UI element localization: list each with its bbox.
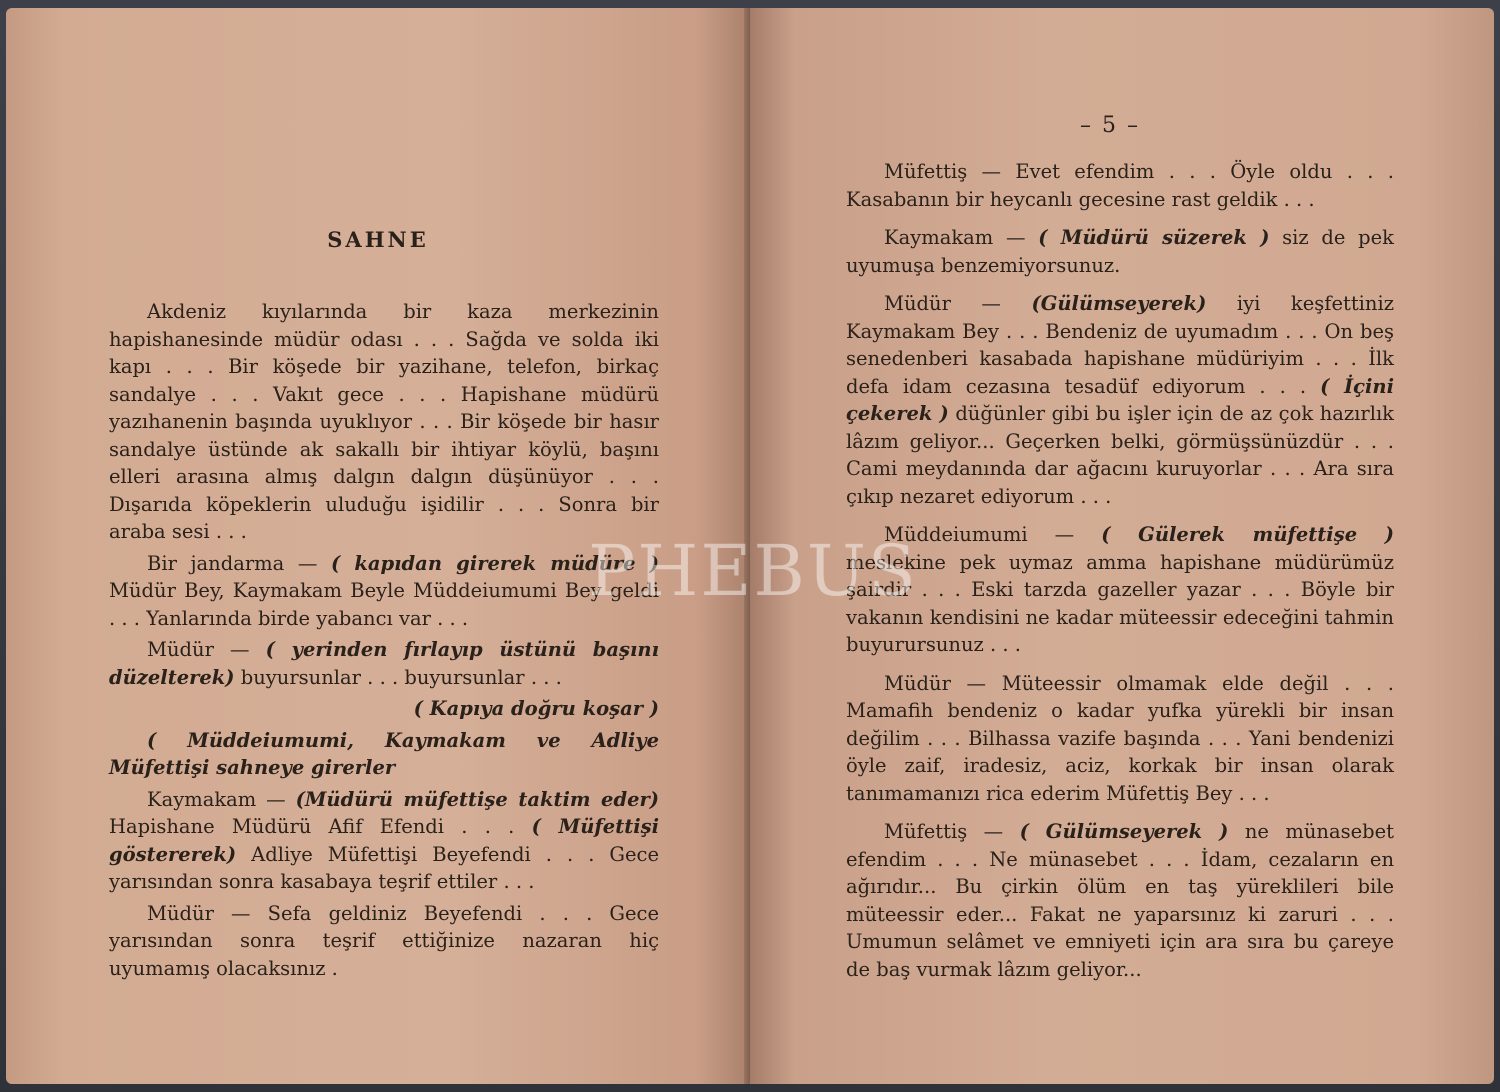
line: Müdür Bey, Kaymakam Beyle Müddeiumumi Bey geldi . . . Yanlarında birde yabancı var . . . — [109, 579, 659, 630]
stage-direction: ( yerinden fırlayıp üstünü başını düzelterek) — [109, 638, 660, 689]
dialogue-mufettis: Müfettiş — Evet efendim . . . Öyle oldu . . . Kasabanın bir heycanlı gecesine rast geldik . . . — [846, 160, 1394, 211]
line: buyursunlar . . . buyursunlar . . . — [240, 665, 562, 689]
dialogue-kaymakam — [846, 224, 1394, 279]
stage-direction: (Müdürü müfettişe taktim eder) — [295, 787, 659, 811]
line: Hapishane Müdürü Afif Efendi . . . — [109, 815, 515, 838]
dialogue-mudur — [109, 636, 659, 691]
stage-direction: ( kapıdan girerek müdüre ) — [330, 551, 659, 575]
stage-direction: ( Müddeiumumi, Kaymakam ve Adliye Müfettişi sahneye girerler — [109, 728, 659, 779]
line: düğünler gibi bu işler için de az çok hazırlık lâzım geliyor... Geçerken belki, görmüşsünüzdür . . . Cami meydanında dar ağacını kuruyorlar . . . Ara sıra çıkıp nezaret ediyorum . . . — [846, 402, 1394, 508]
left-page — [6, 8, 750, 1084]
line: Adliye Müfettişi Beyefendi . . . Gece yarısından sonra kasabaya teşrif ettiler . . . — [109, 842, 659, 893]
dialogue-mufettis-2 — [846, 818, 1394, 983]
speaker: Bir jandarma — — [147, 551, 318, 575]
right-page — [750, 8, 1494, 1084]
left-page-text — [109, 298, 659, 986]
stage-direction: ( Gülümseyerek ) — [1019, 820, 1229, 843]
dialogue-kaymakam — [109, 786, 659, 896]
stage-direction: ( Müdürü süzerek ) — [1038, 226, 1270, 249]
dialogue-muddeiumumi — [846, 521, 1394, 659]
page-number: – 5 – — [1080, 113, 1140, 138]
line: meslekine pek uymaz amma hapishane müdürümüz şairdir . . . Eski tarzda gazeller yazar . . . Böyle bir vakanın kendisini ne kadar müteessir edeceğini tahmin buyurursunuz . . . — [846, 550, 1394, 656]
line: iyi keşfettiniz Kaymakam Bey . . . Bendeniz de uyumadım . . . On beş senedenberi kasabada hapishane müdüriyim . . . İlk defa idam cezasına tesadüf ediyorum . . . — [846, 292, 1394, 398]
dialogue-mudur — [846, 290, 1394, 510]
speaker: Kaymakam — — [884, 226, 1026, 249]
stage-direction-entrance — [109, 727, 659, 782]
stage-direction: ( Kapıya doğru koşar ) — [413, 697, 659, 720]
speaker: Müfettiş — — [884, 820, 1004, 843]
stage-description: Akdeniz kıyılarında bir kaza merkezinin hapishanesinde müdür odası . . . Sağda ve solda iki kapı . . . Bir köşede bir yazihane, telefon, birkaç sandalye . . . Vakıt gece . . . Hapishane müdürü yazıhanenin başında uyuklıyor . . . Bir köşede bir hasır sandalye üstünde ak sakallı bir ihtiyar köylü, başını elleri arasına almış dalgın dalgın düşünüyor . . . Dışarıda köpeklerin uluduğu işidilir . . . Sonra bir araba sesi . . . — [109, 300, 659, 543]
dialogue-jandarma — [109, 550, 659, 633]
watermark: PHEBUS — [588, 530, 918, 612]
stage-direction-line — [109, 695, 659, 723]
line: siz de pek uyumuşa benzemiyorsunuz. — [846, 226, 1394, 277]
speaker: Müdür — — [884, 292, 1001, 315]
stage-direction: ( İçini çekerek ) — [846, 374, 1394, 425]
speaker: Müddeiumumi — — [884, 523, 1075, 546]
scene-heading: SAHNE — [327, 227, 429, 252]
speaker: Kaymakam — — [147, 787, 286, 811]
stage-direction: (Gülümseyerek) — [1031, 292, 1207, 315]
stage-direction: ( Gülerek müfettişe ) — [1101, 523, 1394, 546]
stage-direction: ( Müfettişi göstererek) — [109, 815, 660, 866]
speaker: Müdür — — [147, 638, 250, 661]
dialogue-mudur-2: Müdür — Sefa geldiniz Beyefendi . . . Gece yarısından sonra teşrif ettiğinize nazaran hiç uyumamış olacaksınız . — [109, 901, 659, 980]
line: ne münasebet efendim . . . Ne münasebet . . . İdam, cezaların en ağırıdır... Bu çirkin ölüm en taş yüreklileri bile müteessir eder... Fakat ne yaparsınız ki zaruri . . . Umumun selâmet ve emniyeti için ara sıra bu çareye de baş vurmak lâzım geliyor... — [846, 820, 1395, 981]
right-page-text — [846, 158, 1394, 994]
dialogue-mudur-2: Müdür — Müteessir olmamak elde değil . . . Mamafih bendeniz o kadar yufka yürekli bir insan değilim . . . Bilhassa vazife başında . . . Yani bendenizi öyle zaif, iradesiz, aciz, korkak bir insan olarak tanımamanızı rica ederim Müfettiş Bey . . . — [846, 671, 1394, 805]
